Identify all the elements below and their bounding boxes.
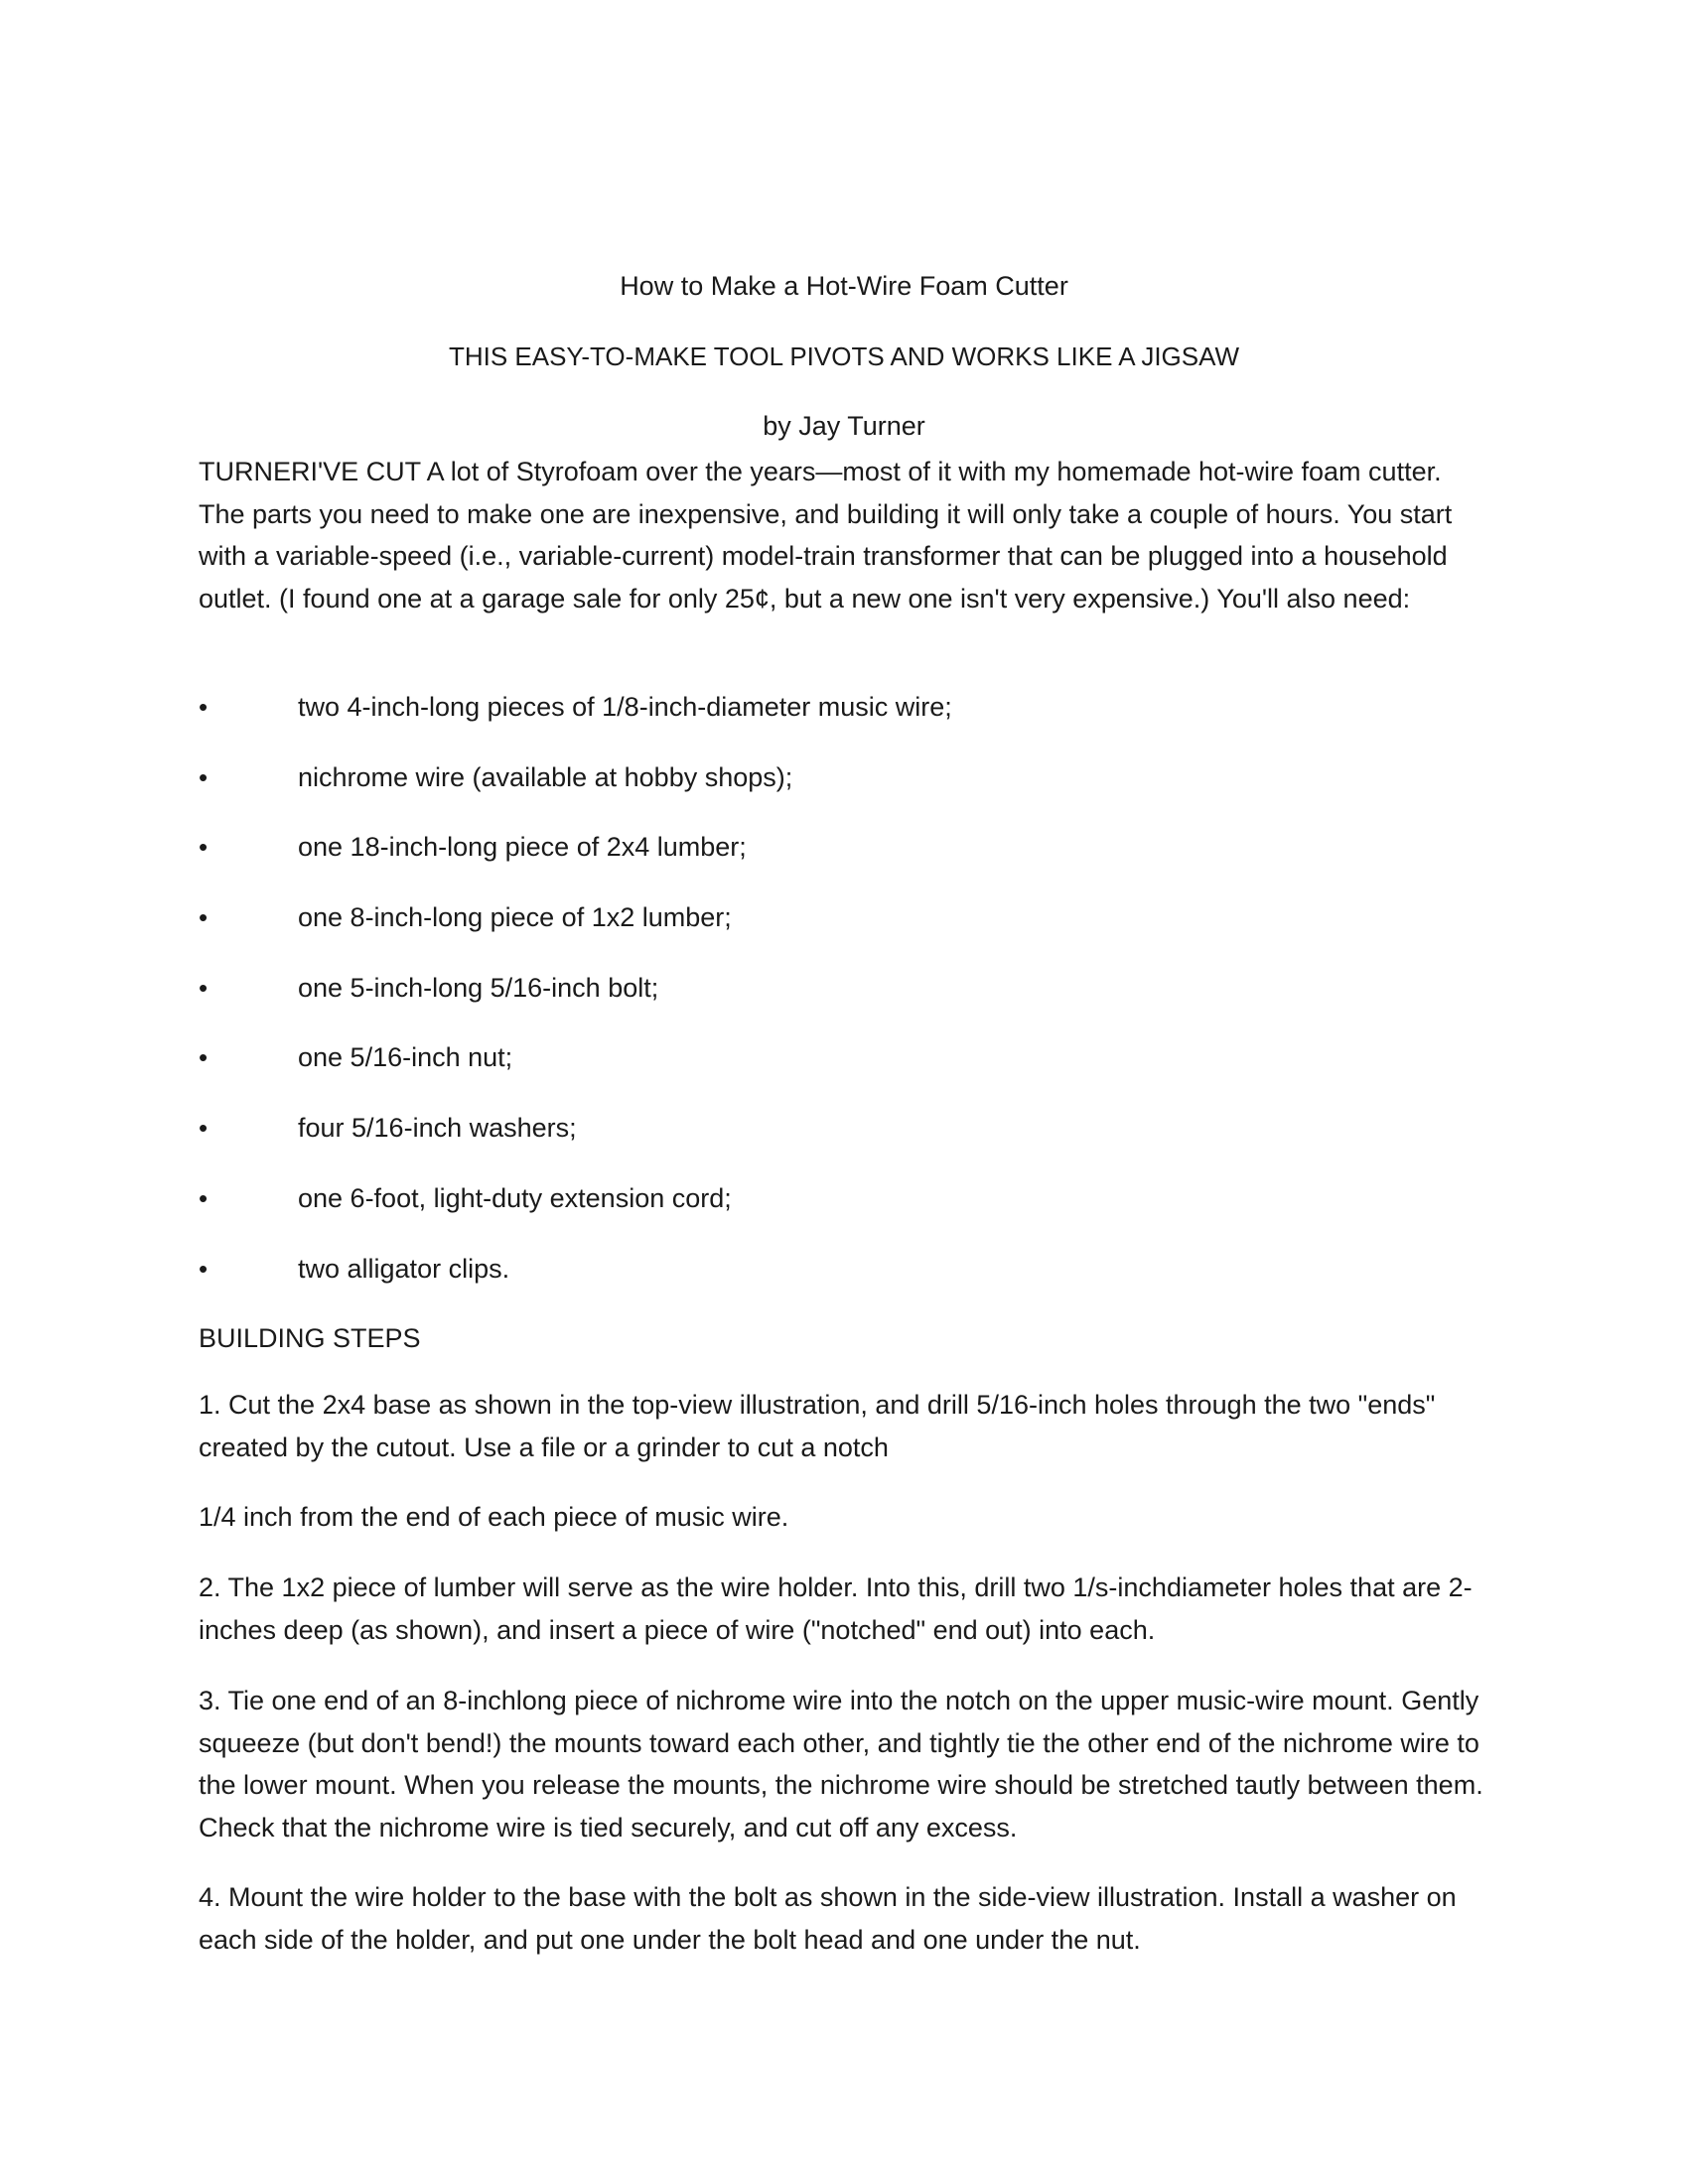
list-item [199, 829, 1489, 899]
document-page [199, 0, 1489, 2184]
intro-paragraph: TURNERI'VE CUT A lot of Styrofoam over the years—most of it with my homemade hot-wire foam cutter. The parts you need to make one are inexpensive, and building it will only take a couple of hours. You start with a variable-speed (i.e., variable-current) model-train transformer that can be plugged into a household outlet. (I found one at a garage sale for only 25¢, but a new one isn't very expensive.) You'll also need: [199, 457, 1453, 614]
part-text: one 6-foot, light-duty extension cord; [298, 1182, 732, 1213]
list-item [199, 759, 1489, 830]
list-item [199, 899, 1489, 970]
bullet-icon: • [199, 1253, 209, 1284]
bullet-icon: • [199, 902, 209, 933]
step-1-continuation: 1/4 inch from the end of each piece of music wire. [199, 1502, 789, 1532]
part-text: two 4-inch-long pieces of 1/8-inch-diameter music wire; [298, 692, 952, 722]
document-title: How to Make a Hot-Wire Foam Cutter [620, 271, 1068, 301]
part-text: nichrome wire (available at hobby shops); [298, 761, 793, 792]
list-item [199, 689, 1489, 759]
part-text: one 5-inch-long 5/16-inch bolt; [298, 972, 659, 1003]
list-item [199, 1110, 1489, 1180]
step-3-paragraph: 3. Tie one end of an 8-inchlong piece of nichrome wire into the notch on the upper music-wire mount. Gently squeeze (but don't bend!) the mounts toward each other, and tightly tie the other end of the nichrome wire to the lower mount. When you release the mounts, the nichrome wire should be stretched tautly between them. Check that the nichrome wire is tied securely, and cut off any excess. [199, 1686, 1483, 1843]
bullet-icon: • [199, 1113, 209, 1144]
step-1-paragraph: 1. Cut the 2x4 base as shown in the top-view illustration, and drill 5/16-inch holes through the two "ends" created by the cutout. Use a file or a grinder to cut a notch [199, 1390, 1436, 1462]
step-4-paragraph: 4. Mount the wire holder to the base with the bolt as shown in the side-view illustration. Install a washer on each side of the holder, and put one under the bolt head and one under the nut. [199, 1882, 1457, 1955]
step-2-paragraph: 2. The 1x2 piece of lumber will serve as the wire holder. Into this, drill two 1/s-inchdiameter holes that are 2-inches deep (as shown), and insert a piece of wire ("notched" end out) into each. [199, 1572, 1473, 1645]
bullet-icon: • [199, 1182, 209, 1213]
part-text: one 18-inch-long piece of 2x4 lumber; [298, 832, 747, 863]
list-item [199, 1180, 1489, 1251]
part-text: four 5/16-inch washers; [298, 1113, 577, 1144]
part-text: one 5/16-inch nut; [298, 1042, 513, 1073]
bullet-icon: • [199, 972, 209, 1003]
part-text: one 8-inch-long piece of 1x2 lumber; [298, 902, 732, 933]
document-subtitle: THIS EASY-TO-MAKE TOOL PIVOTS AND WORKS LIKE A JIGSAW [448, 341, 1240, 371]
list-item [199, 970, 1489, 1040]
bullet-icon: • [199, 1042, 209, 1073]
list-item [199, 1251, 1489, 1321]
author-byline: by Jay Turner [763, 411, 925, 441]
bullet-icon: • [199, 692, 209, 722]
list-item [199, 1039, 1489, 1110]
parts-list [199, 689, 1489, 1320]
part-text: two alligator clips. [298, 1253, 510, 1284]
bullet-icon: • [199, 832, 209, 863]
bullet-icon: • [199, 761, 209, 792]
building-steps-heading: BUILDING STEPS [199, 1323, 421, 1353]
